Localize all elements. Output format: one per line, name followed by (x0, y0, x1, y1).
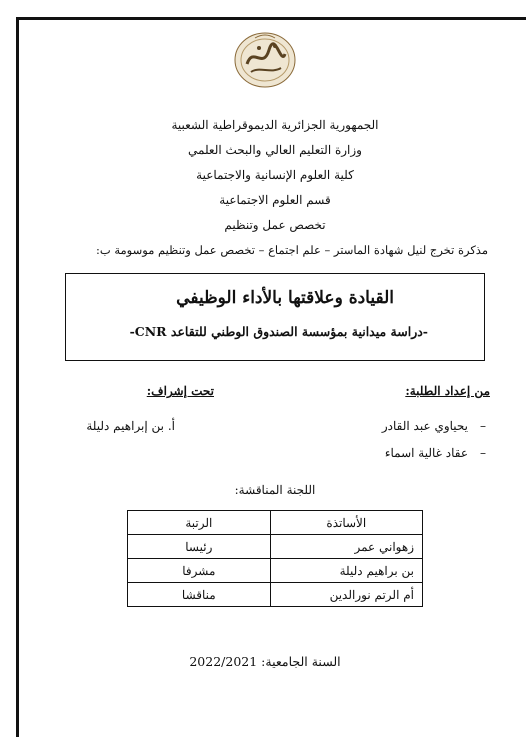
student-name-1: يحياوي عبد القادر (381, 419, 468, 433)
thesis-title: القيادة وعلاقتها بالأداء الوظيفي (176, 288, 394, 308)
academic-year: السنة الجامعية: 2022/2021 (189, 654, 341, 669)
table-row (128, 559, 423, 583)
header-rank: الرتبة (128, 511, 271, 535)
bullet-2: – (480, 446, 486, 460)
students-label: من إعداد الطلبة: (405, 384, 490, 398)
table-row (128, 535, 423, 559)
professor-rank: رئيسا (128, 535, 271, 559)
department-line: قسم العلوم الاجتماعية (219, 193, 331, 207)
table-header-row (128, 511, 423, 535)
university-logo (233, 26, 297, 90)
specialty-line: تخصص عمل وتنظيم (224, 218, 326, 232)
professor-rank: مناقشا (128, 583, 271, 607)
faculty-line: كلية العلوم الإنسانية والاجتماعية (196, 168, 354, 182)
committee-table (127, 510, 423, 607)
committee-label: اللجنة المناقشة: (234, 483, 316, 497)
supervisor-label: تحت إشراف: (146, 384, 214, 398)
bullet-1: – (480, 419, 486, 433)
professor-name: بن براهيم دليلة (270, 559, 422, 583)
student-name-2: عقاد غالية اسماء (384, 446, 468, 460)
thesis-subtitle: -دراسة ميدانية بمؤسسة الصندوق الوطني للتقاعد CNR- (129, 324, 428, 339)
title-box (65, 273, 485, 361)
table-row (128, 583, 423, 607)
ministry-line: وزارة التعليم العالي والبحث العلمي (188, 143, 362, 157)
professor-rank: مشرفا (128, 559, 271, 583)
memo-line: مذكرة تخرج لنيل شهادة الماستر – علم اجتماع – تخصص عمل وتنظيم موسومة ب: (96, 243, 488, 257)
republic-line: الجمهورية الجزائرية الديموقراطية الشعبية (171, 118, 379, 132)
header-professors: الأساتذة (270, 511, 422, 535)
supervisor-name: أ. بن إبراهيم دليلة (86, 419, 175, 433)
professor-name: زهواني عمر (270, 535, 422, 559)
professor-name: أم الرتم نورالدين (270, 583, 422, 607)
